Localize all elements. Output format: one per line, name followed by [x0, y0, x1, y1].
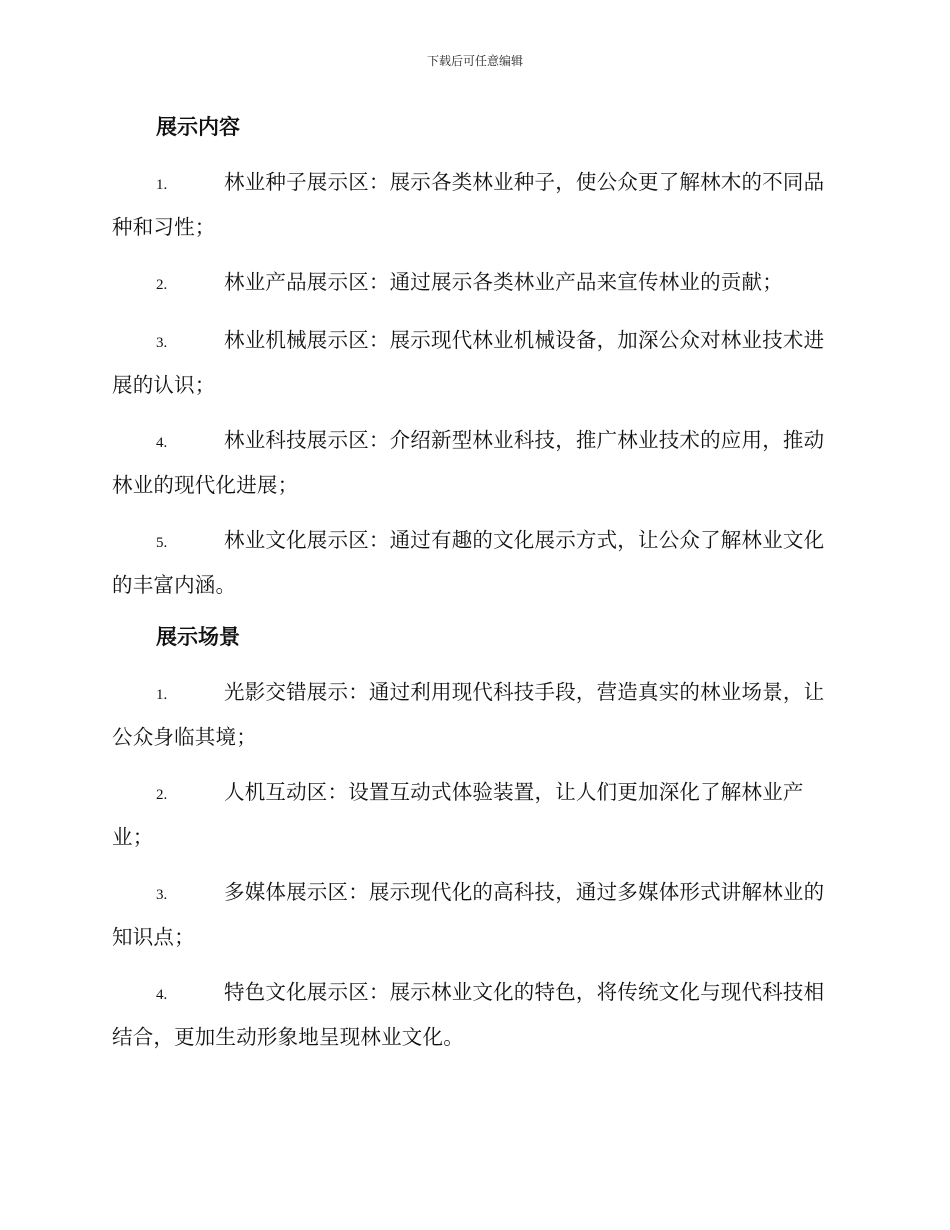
item-text: 林业产品展示区：通过展示各类林业产品来宣传林业的贡献；	[224, 270, 783, 294]
item-text: 林业科技展示区：介绍新型林业科技，推广林业技术的应用，推动林业的现代化进展；	[112, 428, 825, 497]
item-number: 2.	[156, 787, 168, 803]
item-number: 1.	[156, 177, 168, 193]
item-text: 光影交错展示：通过利用现代科技手段，营造真实的林业场景，让公众身临其境；	[112, 680, 825, 749]
list-item	[112, 161, 834, 248]
item-number: 4.	[156, 987, 168, 1003]
item-text: 多媒体展示区：展示现代化的高科技，通过多媒体形式讲解林业的知识点；	[112, 880, 825, 949]
item-number: 2.	[156, 277, 168, 293]
section-exhibit-scenes	[112, 616, 834, 1058]
item-text: 林业机械展示区：展示现代林业机械设备，加深公众对林业技术进展的认识；	[112, 328, 825, 397]
document-body	[112, 106, 834, 1058]
item-number: 4.	[156, 435, 168, 451]
list-item	[112, 671, 834, 758]
list-item	[112, 971, 834, 1058]
item-text: 人机互动区：设置互动式体验装置，让人们更加深化了解林业产业；	[112, 780, 804, 849]
item-text: 林业种子展示区：展示各类林业种子，使公众更了解林木的不同品种和习性；	[112, 170, 825, 239]
list-item	[112, 419, 834, 506]
item-number: 3.	[156, 335, 168, 351]
section-title: 展示场景	[156, 625, 240, 649]
list-item	[112, 871, 834, 958]
list-item	[112, 519, 834, 606]
section-exhibit-content	[112, 106, 834, 606]
item-number: 3.	[156, 887, 168, 903]
list-item	[112, 771, 834, 858]
list-item	[112, 319, 834, 406]
section-title: 展示内容	[156, 115, 240, 139]
item-text: 林业文化展示区：通过有趣的文化展示方式，让公众了解林业文化的丰富内涵。	[112, 528, 825, 597]
item-number: 5.	[156, 535, 168, 551]
page-header: 下载后可任意编辑	[426, 54, 523, 68]
item-number: 1.	[156, 687, 168, 703]
item-text: 特色文化展示区：展示林业文化的特色，将传统文化与现代科技相结合，更加生动形象地呈现林业文化。	[112, 980, 825, 1049]
list-item	[112, 261, 834, 306]
